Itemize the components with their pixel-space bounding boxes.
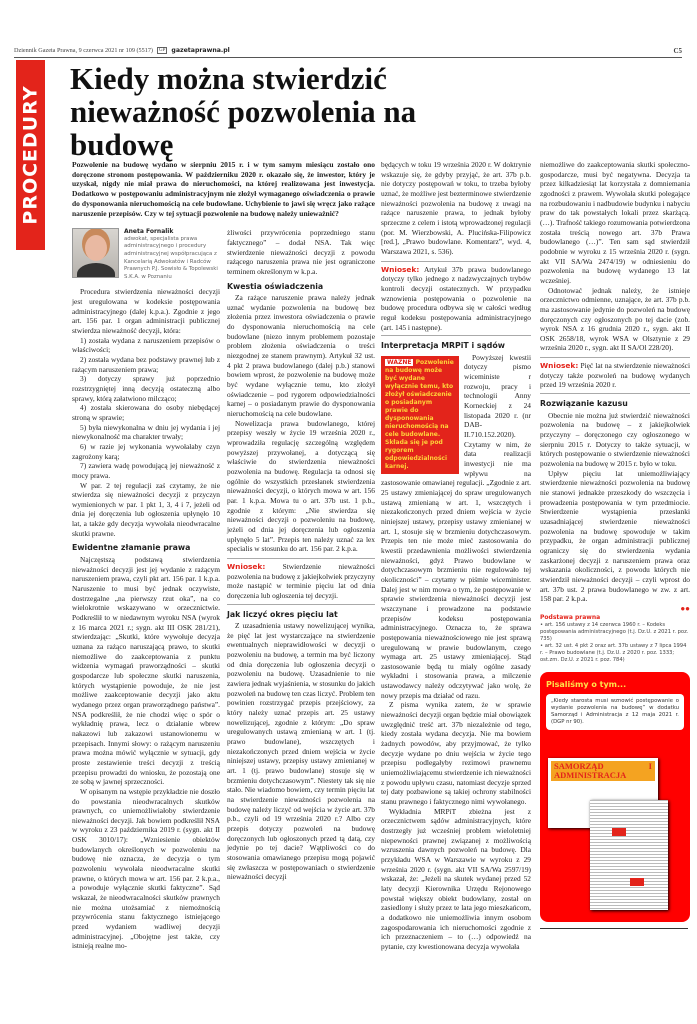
paragraph: Za rażące naruszenie prawa należy jednak uznać wydanie pozwolenia na budowę bez złożenia przez inwestora oświadczenia o prawie do dysponowania nieruchomością na cele budowlane (niezo innym problemem pozostaje problem złożenia oświadczenia o treści niezgodnej ze stanem prawnym). Artykuł 32 ust. 4 pkt 2 prawa budowlanego (dalej p.b.) stanowi bowiem wprost, że pozwolenie na budowę może być wydane wyłącznie temu, kto złożył oświadczenie – pod rygorem odpowiedzialności karnej – o posiadanym prawie do dysponowania nieruchomością na cele budowlane. <box>227 293 375 419</box>
related-text: „Kiedy starosta musi wznowić postępowanie o wydanie pozwolenia na budowę” w dodatku Samorząd i Administracja z 12 maja 2021 r. (DGP nr 90). <box>546 694 684 730</box>
legal-basis-title: Podstawa prawna <box>540 613 601 621</box>
subheading: Jak liczyć okres pięciu lat <box>227 609 338 619</box>
paragraph: Powyższej kwestii dotyczy pismo wiceministe r rozwoju, pracy i technologii Anny Korneckiej z 24 listopada 2020 r. (nr DAB-II.710.152.2020). Czytamy w nim, że data realizacji inwestycji nie ma wpływu na zastosowanie omawianej regulacji. „Zgodnie z art. 25 ustawy zmieniającej do spraw uregulowanych ustawą zmienianą w art. 1, wszczętych i niezakończonych przed dniem wejścia w życie niniejszej ustawy, przepisy ustawy zmienianej w art. 1, stosuje się w brzmieniu dotychczasowym. Przepis ten nie może mieć zastosowania do kwestii przedawnienia możliwości stwierdzenia nieważności, gdyż Prawo budowlane w dotychczasowym brzmieniu nie regulowało tej okoliczności” – czytamy w piśmie wiceminister. Dalej jest w nim mowa o tym, że postępowanie w sprawie stwierdzenia nieważności decyzji jest wszczynane i prowadzone na podstawie przepisów kodeksu postępowania administracyjnego. Oznacza to, że sprawa postępowania nieważnościowego nie jest sprawą uregulowaną w prawie budowlanym, czego wymaga art. 25 ustawy zmieniającej. Stąd zastosowanie będą tu miały ogólne zasady wykładni i stosowania prawa, a milczenie ustawodawcy należy odczytywać jako wolę, że nowy przepis ma działać od razu. <box>381 352 531 700</box>
paragraph: Z pisma wynika zatem, że w sprawie nieważności decyzji organ będzie miał obowiązek uwzględnić treść art. 37b niezależnie od tego, kiedy została wydana decyzja. Nie ma bowiem żadnych powodów, aby przyjmować, że tylko decyzje wydane po dniu wejścia w życie tego przepisu podlegałyby rezimowi prawnemu uniemożliwiającemu stwierdzenie ich nieważności z powodu upływu czasu, natomiast decyzje sprzed tej daty pozbawione są takiej ochrony stabilności stanu prawnego i faktycznego nimi wywołanego. <box>381 700 532 806</box>
conclusion-label: Wniosek: <box>227 561 266 571</box>
conclusion-box <box>540 357 690 394</box>
page-header <box>14 44 682 58</box>
legal-basis-item: • art. 156 ustawy z 14 czerwca 1960 r. – Kodeks postępowania administracyjnego (t.j. Dz.U. z 2021 r. poz. 735) <box>540 621 689 642</box>
list-item: 3) dotyczy sprawy już poprzednio rozstrzygniętej inną decyzją ostateczną albo sprawy, którą załatwiono milcząco; <box>72 374 220 403</box>
conclusion-text: Artykuł 37b prawa budowlanego dotyczy tylko jednego z nadzwyczajnych trybów kontroli decyzji ostatecznych. W przypadku wznowienia postępowania o pozwolenie na budowę procedura odbywa się w całości według reguł kodeksu postępowania administracyjnego (art. 145 i następne). <box>381 264 531 332</box>
left-block <box>72 160 375 951</box>
paragraph: żliwości przywrócenia poprzedniego stanu faktycznego” – dodał NSA. Tak więc stwierdzenie nieważności decyzji z powodu rażącego naruszenia prawa nie jest ograniczone terminem określonym w k.p.a. <box>227 228 375 276</box>
list-item: 4) została skierowana do osoby niebędącej stroną w sprawie; <box>72 403 220 422</box>
paragraph: Najczęstszą podstawą stwierdzenia nieważności decyzji jest jej wydanie z rażącym naruszeniem prawa, czyli pkt art. 156 par. 1 k.p.a. Naruszenie to musi być jednak oczywiste, dostrzegalne „na pierwszy rzut oka”, na co wielokrotnie wskazywano w orzecznictwie. Podkreślił to w niedawnym wyroku NSA (wyrok z 16 marca 2021 r.; sygn. akt III OSK 281/21), stwierdzając: „Skutki, które wywołuje decyzja uznana za rażąco naruszającą prawo, to skutki niemożliwe do zaakceptowania z punktu widzenia wymagań praworządności – skutki gospodarcze lub społeczne skutki naruszenia, których wystąpienie powoduje, że nie jest możliwe zaakceptowanie decyzji jako aktu wydanego przez organ praworządnego państwa”. NSA podkreślił, że nie chodzi więc o spór o wykładnię prawa, lecz o działanie wbrew nakazowi lub zakazowi ustanowionemu w przepisach. Innymi słowy: o rażącym naruszeniu prawa można mówić wyłącznie w sytuacji, gdy proste zestawienie treści decyzji z treścią przepisu prowadzi do wniosku, że pozostają one ze sobą w jawnej sprzeczności. <box>72 555 220 787</box>
section-tab <box>16 60 45 250</box>
conclusion-label: Wniosek: <box>540 361 579 371</box>
subheading: Ewidentne złamanie prawa <box>72 543 191 553</box>
important-box <box>381 356 459 474</box>
list-item: 6) w razie jej wykonania wywołałaby czyn zagrożony karą; <box>72 441 220 461</box>
conclusion-box <box>381 261 531 337</box>
paragraph: Procedura stwierdzenia nieważności decyzji jest uregulowana w kodeksie postępowania administracyjnego (dalej k.p.a.). Zgodnie z jego art. 156 par. 1 organ administracji publicznej stwierdza nieważność decyzji, która: <box>72 287 220 335</box>
important-label: WAŻNE <box>387 358 412 366</box>
column-2 <box>227 228 375 882</box>
author-name: Aneta Fornalik <box>124 228 174 236</box>
paragraph: będących w toku 19 września 2020 r. W doktrynie wskazuje się, że gdyby przyjąć, że art. 37b p.b. nie dotyczy postępowań w toku, to trzeba byłoby uznać, że możliwe jest bezterminowe stwierdzenie nieważności pozwolenia na budowę z uwagi na rażące naruszenie prawa, to jednak byłoby sprzeczne z celem i istotą wprowadzonej regulacji (por. M. Wierzbowski, A. Plucińska-Filipowicz [red.], „Prawo budowlane. Komentarz”, wyd. 4, Warszawa 2021, s. 536). <box>381 160 531 256</box>
site-link[interactable]: gazetaprawna.pl <box>171 47 230 54</box>
conclusion-label: Wniosek: <box>381 264 420 274</box>
end-mark-icon: ●● <box>680 603 690 613</box>
paragraph: W opisanym na wstępie przykładzie nie doszło do powstania nieodwracalnych skutków prawnych, co uniemożliwiałoby stwierdzenie nieważności decyzji. Jak bowiem podkreślił NSA w wyroku z 23 października 2019 r. (sygn. akt II OSK 3010/17): „Wzniesienie obiektów budowlanych określonych w pozwoleniu na budowę nie oznacza, że decyzja o tym pozwoleniu wywołała nieodwracalne skutki prawne, o których mowa w art. 156 par. 2 k.p.a., a powoduje wyłącznie skutki faktyczne”. Sąd wskazał, że nieodwracalności skutków prawnych nie można utożsamiać z niemożnością przywrócenia stanu faktycznego istniejącego przed wydaniem wadliwej decyzji administracyjnej. „Obojętne jest także, czy istnieją realne mo- <box>72 786 220 951</box>
important-text: Pozwolenie na budowę może być wydane wyłącznie temu, kto złożył oświadczenie o posiadanym prawie do dysponowania nieruchomością na cele budowlane. Składa się je pod rygorem odpowiedzialności karnej. <box>385 358 454 470</box>
author-photo <box>72 228 119 278</box>
gp-icon: GP <box>159 48 166 53</box>
list-item: 2) została wydana bez podstawy prawnej lub z rażącym naruszeniem prawa; <box>72 354 220 374</box>
subheading: Interpretacja MRPiT i sądów <box>381 341 505 351</box>
list-item: 7) zawiera wadę powodującą jej nieważność z mocy prawa. <box>72 461 220 480</box>
conclusion-text: Stwierdzenie nieważności pozwolenia na budowę z jakiejkolwiek przyczyny może nastąpić w terminie pięciu lat od dnia doręczenia lub ogłoszenia tej decyzji. <box>227 561 375 600</box>
conclusion-box <box>227 558 375 605</box>
subheading: Rozwiązanie kazusu <box>540 399 628 409</box>
conclusion-text: Pięć lat na stwierdzenie nieważności dotyczy także pozwoleń na budowę wydanych przed 19 września 2020 r. <box>540 361 690 390</box>
paragraph: Obecnie nie można już stwierdzić nieważności pozwolenia na budowę – z jakiejkolwiek przyczyny – doręczonego czy ogłoszonego w sierpniu 2015 r. Dotyczy to także sytuacji, w których postępowanie o stwierdzenie nieważności pozwolenia na budowę w 2015 r. było w toku. <box>540 410 690 469</box>
author-box <box>72 228 220 281</box>
page-number: C5 <box>673 46 682 55</box>
article-lead: Pozwolenie na budowę wydano w sierpniu 2015 r. i w tym samym miesiącu zostało ono doręczone stronom postępowania. W październiku 2020 r. okazało się, że inwestor, który je uzyskał, nigdy nie miał prawa do nieruchomości, na której realizowana jest inwestycja. Dodatkowo w postępowaniu administracyjnym nie złożył wymaganego oświadczenia o prawie do dysponowania nieruchomością na cele budowlane. Uchybienie to jawi się wręcz jako rażące naruszenie przepisów. Czy w tej sytuacji pozwolenie na budowę należy unieważnić? <box>72 160 375 218</box>
list-item: 5) była niewykonalna w dniu jej wydania i jej niewykonalność ma charakter trwały; <box>72 422 220 442</box>
magazine-page <box>590 800 668 910</box>
paper-info: Dziennik Gazeta Prawna, 9 czerwca 2021 nr 109 (5517) <box>14 47 153 54</box>
subheading: Kwestia oświadczenia <box>227 281 324 291</box>
list-item: 1) została wydana z naruszeniem przepisów o właściwości; <box>72 335 220 355</box>
article-title: Kiedy można stwierdzić nieważność pozwolenia na budowę <box>70 61 417 162</box>
author-bio: adwokat, specjalista prawa administracyjnego i procedury administracyjnej współpracująca z Kancelarią Adwokatów i Radców Prawnych P.J. Sowisło & Topolewski S.K.A. w Poznaniu <box>124 235 218 280</box>
column-4 <box>540 160 690 929</box>
paragraph: Wykładnia MRPiT zbieżna jest z orzecznictwem sądów administracyjnych, które dostrzegły już wcześniej problem wieloletniej niepewności prawnej związanej z możliwością wzruszenia dawnych pozwoleń na budowę. Dla przykładu WSA w Warszawie w wyroku z 29 września 2020 r. (sygn. akt VII SA/Wa 2597/19) wskazał, że: „Jeżeli na skutek wydanej przed 52 laty decyzji Kierownika Urzędu Rejonowego powstał większy obiekt budowlany, został on zasiedlony i służy przez te lata jego mieszkańcom, a dodatkowo nie uniemożliwia innym osobom zagospodarowania ich nieruchomości zgodnie z ich przeznaczeniem – to (…) odpowiedź na pytanie, czy kwestionowana decyzja wywołała <box>381 806 531 951</box>
divider <box>540 928 688 929</box>
paragraph: Upływ pięciu lat uniemożliwiający stwierdzenie nieważności pozwolenia na budowę nie stanowi jednakże przeszkody do wszczęcia i prowadzenia postępowania w tym przedmiocie. Stwierdzenie wystąpienia przesłanki uzasadniającej stwierdzenie nieważności pozwolenia na budowę spowoduje w takim przypadku, że organ administracji publicznej ograniczy się do stwierdzenia wydania zaskarżonej decyzji z naruszeniem prawa oraz wskazania okoliczności, z powodu których nie stwierdził nieważności decyzji – czyli wprost do art. 37b ust. 2 prawa budowlanego w zw. z art. 158 par. 2 k.p.a. <box>540 468 690 604</box>
paragraph: Odnotować jednak należy, że istnieje orzecznictwo odmienne, uznające, że art. 37b p.b. ma zastosowanie jedynie do pozwoleń na budowę doręczonych czy ogłoszonych po tej dacie (zob. wyrok NSA z 16 grudnia 2020 r., sygn. akt II OSK 2658/18, wyrok WSA w Olsztynie z 29 września 2020 r., sygn. akt II SA/Ol 228/20). <box>540 285 690 353</box>
paragraph: W par. 2 tej regulacji zaś czytamy, że nie stwierdza się nieważności decyzji z przyczyn wymienionych w par. 1 pkt 1, 3, 4 i 7, jeżeli od dnia jej doręczenia lub ogłoszenia upłynęło 10 lat, a także gdy decyzja wywołała nieodwracalne skutki prawne. <box>72 480 220 538</box>
paragraph: Nowelizacja prawa budowlanego, której przepisy weszły w życie 19 września 2020 r., wprowadziła regulację szczególną względem powyższej przywołanej, a dotyczącą się właściwie do stwierdzenia nieważności pozwolenia na budowę. Regulacja ta odnosi się ogólnie do wszystkich przesłanek stwierdzenia nieważności decyzji, o których mowa w art. 156 par. 1 k.p.a. Mowa tu o art. 37b ust. 1 p.b., zgodnie z którym: „Nie stwierdza się nieważności decyzji o pozwoleniu na budowę, jeżeli od dnia jej doręczenia lub ogłoszenia upłynęło 5 lat”. Przepis ten należy uznać za lex specialis w stosunku do art. 156 par. 2 k.p.a. <box>227 418 375 554</box>
related-title: Pisaliśmy o tym... <box>546 679 627 689</box>
related-article-box[interactable] <box>540 672 690 922</box>
column-1 <box>72 228 220 951</box>
magazine-title: SAMORZĄD I ADMINISTRACJA <box>551 761 655 781</box>
paragraph: niemożliwe do zaakceptowania skutki społeczno-gospodarcze, musi być negatywna. Decyzja ta przez kilkadziesiąt lat korzystała z domniemania zgodności z prawem. Wywołała skutki polegające na rozbudowaniu i nadbudowie budynku i nabyciu praw do tak powstałych lokali przez skarżącą. (…). Trafność takiego rozumowania potwierdzona została treścią nowego art. 37b Prawa budowlanego (…)”. Ten sam sąd stwierdził podobnie w wyroku z 15 września 2020 r. (sygn. akt VII SA/Wa 2474/19) w odniesieniu do pozwolenia na budowę wydanego 13 lat wcześniej. <box>540 160 690 285</box>
paragraph: Z uzasadnienia ustawy nowelizującej wynika, że pięć lat jest wystarczające na stwierdzenie ewentualnych nieprawidłowości w decyzji o pozwoleniu na budowę, a termin ma być liczony od dnia doręczenia lub ogłoszenia decyzji o pozwoleniu na budowę. Uzasadnienie to nie zawiera jednak wyjaśnienia, w stosunku do jakich pozwoleń na budowę ten czas liczyć. Problem ten powinien rozstrzygać przepis przejściowy, za który należy uznać przepis art. 25 ustawy nowelizującej, zgodnie z którym: „Do spraw uregulowanych ustawą zmienianą w art. 1 (tj. prawo budowlane), wszczętych i niezakończonych przed dniem wejścia w życie niniejszej ustawy, przepisy ustawy zmienianej w art. 1 (tj. prawo budowlane) stosuje się w brzmieniu dotychczasowym”. Niestety tak się nie stało. Nie wiadomo bowiem, czy termin pięciu lat na stwierdzenie nieważności pozwolenia na budowę należy liczyć od wejścia w życie art. 37b p.b., czyli od 19 września 2020 r.? Albo czy przepis dotyczy pozwoleń na budowę doręczonych lub ogłoszonych przed tą datą, czy jedynie po tej dacie? Wątpliwości co do stosowania omawianego przepisu mogą pojawić się zwłaszcza w postępowaniach o stwierdzenie nieważności decyzji <box>227 621 375 882</box>
legal-basis <box>540 614 690 664</box>
section-label: PROCEDURY <box>19 85 42 225</box>
column-3 <box>381 160 531 952</box>
legal-basis-item: • art. 32 ust. 4 pkt 2 oraz art. 37b ustawy z 7 lipca 1994 r. – Prawo budowlane (t.j. Dz.U. z 2020 r. poz. 1333; ost.zm. Dz.U. z 2021 r. poz. 784) <box>540 642 687 663</box>
